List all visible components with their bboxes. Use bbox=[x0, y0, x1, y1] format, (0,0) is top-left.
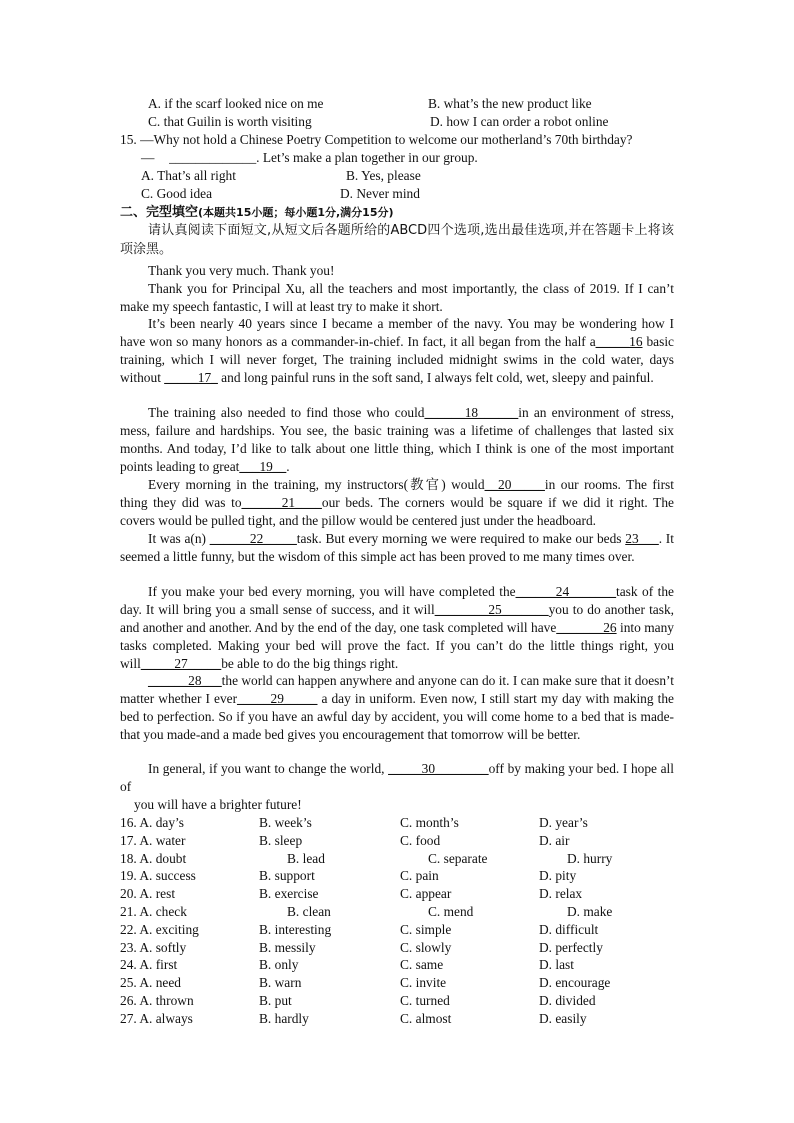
option-23-b: B. messily bbox=[259, 939, 316, 955]
option-27-d: D. easily bbox=[539, 1010, 587, 1026]
option-20-a: 20. A. rest bbox=[120, 886, 176, 902]
blank-29: _____29_____ bbox=[237, 690, 318, 706]
q15-blank: _____________ bbox=[169, 150, 257, 165]
passage-p9: In general, if you want to change the world, _____30________off by making your bed. I hope all of bbox=[120, 761, 675, 794]
section-instruction: 请认真阅读下面短文,从短文后各题所给的ABCD四个选项,选出最佳选项,并在答题卡上将该项涂黑。 bbox=[120, 223, 674, 257]
option-16-a: 16. A. day’s bbox=[120, 815, 184, 830]
passage-p7: If you make your bed every morning, you will have completed the______24_______task of the day. It will bring you a small sense of success, and it will________25_______you to do another task, and another and another. And by the end of the day, one task completed will have_______26 into many tasks completed. Making your bed will prove the fact. If you can’t do the little things right, you will_____27_____be able to do the big things right. bbox=[120, 584, 675, 671]
option-21-b: B. clean bbox=[287, 904, 331, 919]
option-25-c: C. invite bbox=[400, 975, 447, 991]
blank-28: ______28___ bbox=[148, 673, 222, 688]
option-24-d: D. last bbox=[539, 957, 574, 973]
option-17-d: D. air bbox=[539, 832, 570, 848]
q15-reply-line bbox=[141, 149, 478, 166]
option-21-a: 21. A. check bbox=[120, 904, 187, 919]
passage-p6: It was a(n) ______22_____task. But every morning we were required to make our beds 23___. It seemed a little funny, but the wisdom of this simple act has been proved to me many times over. bbox=[120, 531, 674, 564]
blank-18: ______18______ bbox=[424, 405, 519, 420]
option-16-d: D. year’s bbox=[539, 815, 588, 830]
blank-17: _____17_ bbox=[164, 369, 218, 385]
section-title: 二、完型填空 bbox=[120, 205, 199, 220]
option-27-c: C. almost bbox=[400, 1010, 452, 1026]
option-20-b: B. exercise bbox=[259, 886, 319, 902]
option-26-b: B. put bbox=[259, 993, 292, 1008]
passage-p3: It’s been nearly 40 years since I became a member of the navy. You may be wondering how I have won so many honors as a commander-in-chief. In fact, it all began from the half a_____16 basic training, which I will never forget, The training included midnight swims in the cold water, days without _____17_ and long painful runs in the soft sand, I always felt cold, wet, sleepy and painful. bbox=[120, 316, 674, 385]
option-22-d: D. difficult bbox=[539, 921, 599, 937]
q15-dash: — bbox=[141, 150, 155, 165]
option-27-b: B. hardly bbox=[259, 1010, 309, 1026]
option-18-d: D. hurry bbox=[567, 850, 613, 866]
passage-p10: you will have a brighter future! bbox=[134, 797, 302, 812]
blank-24: ______24_______ bbox=[515, 584, 617, 599]
q15-option-d: D. Never mind bbox=[340, 186, 420, 201]
option-26-a: 26. A. thrown bbox=[120, 993, 194, 1008]
option-19-a: 19. A. success bbox=[120, 868, 196, 884]
option-18-c: C. separate bbox=[428, 850, 488, 866]
option-26-c: C. turned bbox=[400, 993, 450, 1008]
option-24-a: 24. A. first bbox=[120, 957, 178, 973]
option-22-c: C. simple bbox=[400, 921, 452, 937]
option-23-c: C. slowly bbox=[400, 939, 452, 955]
q14-option-d: D. how I can order a robot online bbox=[430, 114, 609, 129]
option-17-c: C. food bbox=[400, 832, 441, 848]
blank-25: ________25_______ bbox=[434, 601, 549, 617]
option-17-b: B. sleep bbox=[259, 832, 303, 848]
option-23-a: 23. A. softly bbox=[120, 939, 187, 955]
q14-option-c: C. that Guilin is worth visiting bbox=[148, 114, 312, 129]
passage-p2: Thank you for Principal Xu, all the teachers and most importantly, the class of 2019. If I can’t make my speech fantastic, I will at least try to make it short. bbox=[120, 281, 674, 314]
option-27-a: 27. A. always bbox=[120, 1010, 193, 1026]
blank-27: _____27_____ bbox=[140, 655, 222, 671]
q15-reply: . Let’s make a plan together in our group. bbox=[256, 150, 478, 165]
option-20-d: D. relax bbox=[539, 886, 583, 902]
option-18-a: 18. A. doubt bbox=[120, 850, 187, 866]
option-26-d: D. divided bbox=[539, 993, 596, 1008]
q15-option-b: B. Yes, please bbox=[346, 168, 421, 183]
option-18-b: B. lead bbox=[287, 850, 325, 866]
blank-26: _______26 bbox=[556, 619, 617, 635]
blank-21: ______21____ bbox=[241, 494, 322, 510]
option-21-c: C. mend bbox=[428, 904, 474, 919]
passage-p8: ______28___the world can happen anywhere and anyone can do it. I can make sure that it doesn’t matter whether I ever_____29_____ a day in uniform. Even now, I still start my day with making the bed to perfection. So if you have an awful day by accident, you will come home to a bed that is made-that you made-and a made bed gives you encouragement that tomorrow will be better. bbox=[120, 673, 674, 742]
option-20-c: C. appear bbox=[400, 886, 452, 902]
blank-30: _____30________ bbox=[388, 761, 489, 776]
blank-19: ___19__ bbox=[239, 458, 287, 474]
option-19-d: D. pity bbox=[539, 868, 577, 884]
q15-option-c: C. Good idea bbox=[141, 186, 213, 201]
option-22-b: B. interesting bbox=[259, 921, 332, 937]
blank-16: _____16 bbox=[595, 333, 643, 349]
option-16-b: B. week’s bbox=[259, 815, 312, 830]
option-16-c: C. month’s bbox=[400, 815, 459, 830]
option-25-a: 25. A. need bbox=[120, 975, 181, 991]
passage-p5: Every morning in the training, my instructors(教官) would__20_____in our rooms. The first thing they did was to______21____our beds. The corners would be square if we did it right. The covers would be pulled tight, and the pillow would be centered just under the headboard. bbox=[120, 477, 674, 528]
passage-p1: Thank you very much. Thank you! bbox=[148, 263, 335, 278]
option-24-b: B. only bbox=[259, 957, 299, 973]
section-heading bbox=[120, 203, 394, 221]
option-19-b: B. support bbox=[259, 868, 315, 884]
option-23-d: D. perfectly bbox=[539, 939, 603, 955]
q14-option-b: B. what’s the new product like bbox=[428, 96, 592, 111]
option-25-d: D. encourage bbox=[539, 975, 611, 991]
q14-option-a: A. if the scarf looked nice on me bbox=[148, 96, 324, 111]
blank-23: 23___ bbox=[625, 531, 659, 546]
option-24-c: C. same bbox=[400, 957, 444, 973]
option-22-a: 22. A. exciting bbox=[120, 921, 199, 937]
option-25-b: B. warn bbox=[259, 975, 302, 991]
option-17-a: 17. A. water bbox=[120, 832, 186, 848]
section-score-note: (本题共15小题；每小题1分,满分15分) bbox=[198, 206, 394, 219]
q15-option-a: A. That’s all right bbox=[141, 168, 236, 183]
passage-p4: The training also needed to find those who could______18______in an environment of stress, mess, failure and hardships. You see, the basic training was a lifetime of challenges that lasted six months. And today, I’d like to talk about one little thing, which I think is one of the most important points leading to great___19__. bbox=[120, 405, 674, 474]
q15-stem: 15. —Why not hold a Chinese Poetry Competition to welcome our motherland’s 70th birthday? bbox=[120, 132, 633, 147]
blank-20: __20_____ bbox=[484, 477, 545, 492]
option-19-c: C. pain bbox=[400, 868, 439, 884]
blank-22: ______22_____ bbox=[209, 531, 297, 546]
option-21-d: D. make bbox=[567, 904, 613, 919]
